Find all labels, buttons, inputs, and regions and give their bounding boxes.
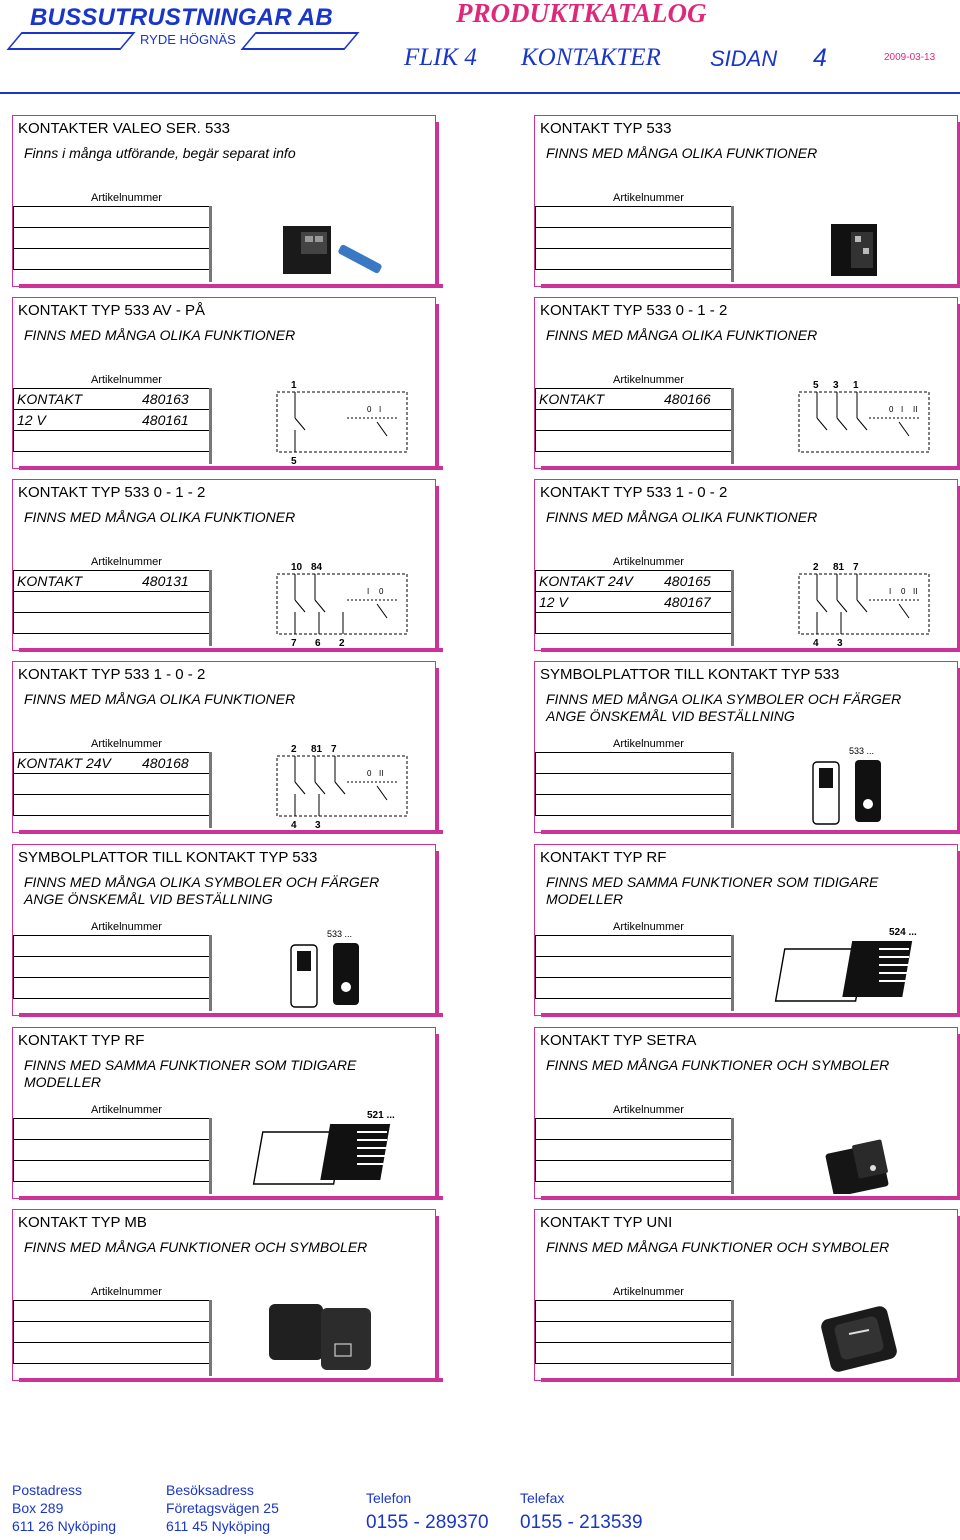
switch-contact [295,418,305,430]
article-type: KONTAKT [539,391,605,407]
wiring-diagram [237,378,435,464]
footer-besoksadress-line1: Företagsvägen 25 [166,1500,279,1516]
cell-frame [12,1209,436,1381]
product-description-2: MODELLER [546,891,624,907]
position-mark: II [913,405,918,414]
article-number-label: Artikelnummer [613,556,684,568]
product-title: KONTAKT TYP RF [18,1032,145,1049]
product-title: KONTAKT TYP 533 0 - 1 - 2 [18,484,206,501]
article-number-table [535,1300,733,1364]
article-number-table [13,388,211,452]
product-image [759,1108,957,1194]
footer-postadress-label: Postadress [12,1482,83,1498]
product-description: FINNS MED MÅNGA OLIKA FUNKTIONER [24,691,296,707]
table-shadow [209,570,212,646]
switch-pin [305,236,313,242]
article-number-table [535,1118,733,1182]
article-type: KONTAKT 24V [539,573,633,589]
product-title: KONTAKT TYP 533 AV - PÅ [18,302,206,319]
table-shadow [731,388,734,464]
article-type: 12 V [539,594,568,610]
logo-stripe [240,32,359,50]
cell-frame [12,844,436,1016]
article-type: KONTAKT [17,391,83,407]
product-cell [12,479,436,651]
wiring-diagram [237,560,435,646]
switch-contact [857,418,867,430]
table-shadow [209,752,212,828]
product-title: KONTAKT TYP 533 [540,120,672,137]
switch-contact [295,600,305,612]
cell-frame [12,661,436,833]
cell-frame [534,844,958,1016]
cell-frame [534,1209,958,1381]
footer-postadress-line2: 611 26 Nyköping [12,1518,117,1534]
article-row [13,978,211,999]
article-number-table [535,570,733,634]
switch-contact [817,600,827,612]
article-row [13,1322,211,1343]
terminal-label: 5 [813,380,819,391]
article-row [13,249,211,270]
symbol-plate [855,760,881,822]
terminal-label: 7 [291,638,297,646]
article-row [535,774,733,795]
article-number-label: Artikelnummer [91,1104,162,1116]
sketch-caption: 533 ... [327,929,353,939]
terminal-label: 2 [813,562,819,573]
article-row [13,431,211,452]
position-mark: I [901,405,904,414]
article-row [13,592,211,613]
table-shadow [731,206,734,282]
article-row [13,935,211,957]
article-row [535,249,733,270]
switch-pin [855,236,861,242]
article-row [13,206,211,228]
product-title: KONTAKT TYP 533 1 - 0 - 2 [540,484,728,501]
article-number-table [535,206,733,270]
switch-contact [377,422,387,436]
position-mark: 0 [901,587,906,596]
switch-contact [335,782,345,794]
article-row [535,935,733,957]
product-cell [534,844,958,1016]
terminal-label: 3 [315,820,321,828]
terminal-label: 5 [291,456,297,464]
footer-postadress-line1: Box 289 [12,1500,64,1516]
position-mark: 0 [367,769,372,778]
article-number: 480163 [142,391,189,407]
article-number-label: Artikelnummer [91,738,162,750]
product-description: FINNS MED MÅNGA OLIKA FUNKTIONER [546,145,818,161]
article-row [535,1343,733,1364]
article-number-table [535,935,733,999]
terminal-label: 7 [331,744,337,755]
article-number-table [13,1300,211,1364]
terminal-label: 10 [291,562,303,573]
product-image [759,925,957,1011]
circuit-frame [277,574,407,634]
article-number: 480161 [142,412,189,428]
position-mark: II [379,769,384,778]
terminal-label: 2 [291,744,297,755]
logo-stripe [6,32,135,50]
product-description: FINNS MED MÅNGA OLIKA FUNKTIONER [24,327,296,343]
switch-contact [899,604,909,618]
wiper-symbol-icon [341,982,351,992]
product-description: FINNS MED MÅNGA FUNKTIONER OCH SYMBOLER [546,1239,890,1255]
header-date: 2009-03-13 [884,52,936,63]
page-label: SIDAN [710,46,778,71]
product-cell [12,1027,436,1199]
product-title: KONTAKT TYP RF [540,849,667,866]
switch-contact [315,600,325,612]
switch-contact [837,418,847,430]
article-row [535,613,733,634]
blue-symbol-plate [337,244,382,274]
switch-pin [863,248,869,254]
switch-pin [315,236,323,242]
circuit-frame [799,574,929,634]
table-shadow [731,935,734,1011]
wiper-symbol-icon [863,799,873,809]
article-row [13,228,211,249]
sketch-caption: 533 ... [849,746,875,756]
article-row [13,957,211,978]
article-row [535,1140,733,1161]
product-image [237,925,435,1011]
article-number-label: Artikelnummer [91,374,162,386]
cell-frame [12,1027,436,1199]
terminal-label: 81 [311,744,323,755]
symbol-plate [819,768,833,788]
section-title: KONTAKTER [521,44,661,71]
article-row [535,570,733,592]
article-row [535,592,733,613]
article-row [535,978,733,999]
switch-contact [899,422,909,436]
article-number-table [13,935,211,999]
product-description: FINNS MED MÅNGA OLIKA FUNKTIONER [24,509,296,525]
sketch-caption: 524 ... [889,927,917,938]
wiring-diagram [759,560,957,646]
footer-telefax: 0155 - 213539 [520,1512,643,1533]
product-description: FINNS MED MÅNGA OLIKA SYMBOLER OCH FÄRGER [546,691,902,707]
position-mark: I [889,587,892,596]
cell-frame [12,479,436,651]
cell-frame [12,115,436,287]
circuit-frame [277,756,407,816]
cell-frame [534,479,958,651]
product-cell [12,844,436,1016]
article-row [535,388,733,410]
product-description: FINNS MED MÅNGA FUNKTIONER OCH SYMBOLER [546,1057,890,1073]
article-row [13,752,211,774]
product-cell [534,115,958,287]
table-shadow [209,1300,212,1376]
product-cell [12,115,436,287]
company-logo [8,2,358,52]
terminal-label: 2 [339,638,345,646]
article-row [13,1343,211,1364]
article-row [535,1118,733,1140]
footer-telefon: 0155 - 289370 [366,1512,489,1533]
cell-frame [534,1027,958,1199]
article-number-label: Artikelnummer [613,738,684,750]
article-row [535,1300,733,1322]
product-description-2: ANGE ÖNSKEMÅL VID BESTÄLLNING [24,891,273,907]
article-number: 480168 [142,755,189,771]
table-shadow [731,752,734,828]
sketch-caption: 521 ... [367,1110,395,1121]
product-description: FINNS MED SAMMA FUNKTIONER SOM TIDIGARE [24,1057,357,1073]
article-row [535,957,733,978]
product-title: KONTAKT TYP SETRA [540,1032,697,1049]
article-number-label: Artikelnummer [613,1286,684,1298]
article-number: 480131 [142,573,189,589]
table-shadow [731,1118,734,1194]
terminal-label: 84 [311,562,323,573]
page-number: 4 [813,44,827,72]
product-image [237,1108,435,1194]
article-number-label: Artikelnummer [91,921,162,933]
table-shadow [731,1300,734,1376]
article-number: 480165 [664,573,711,589]
terminal-label: 7 [853,562,859,573]
article-row [535,795,733,816]
article-number-label: Artikelnummer [613,374,684,386]
product-description: FINNS MED MÅNGA OLIKA FUNKTIONER [546,327,818,343]
product-image [237,1290,435,1376]
wiring-diagram [759,378,957,464]
switch-body [269,1304,323,1360]
article-row [535,431,733,452]
circuit-frame [799,392,929,452]
footer-besoksadress-line2: 611 45 Nyköping [166,1518,271,1534]
article-type: KONTAKT [17,573,83,589]
article-number: 480166 [664,391,711,407]
product-cell [534,479,958,651]
article-row [13,570,211,592]
product-cell [12,1209,436,1381]
article-row [13,774,211,795]
article-number-label: Artikelnummer [91,192,162,204]
position-mark: II [913,587,918,596]
product-image [759,1290,957,1376]
cell-frame [534,115,958,287]
product-cell [534,661,958,833]
light-symbol-icon [870,1165,876,1171]
terminal-label: 3 [833,380,839,391]
switch-contact [315,782,325,794]
article-row [535,410,733,431]
product-cell [534,1209,958,1381]
product-title: SYMBOLPLATTOR TILL KONTAKT TYP 533 [540,666,840,683]
article-number-label: Artikelnummer [613,1104,684,1116]
article-row [13,795,211,816]
article-row [13,1161,211,1182]
footer-telefax-label: Telefax [520,1490,565,1506]
article-row [13,613,211,634]
product-description-2: ANGE ÖNSKEMÅL VID BESTÄLLNING [546,708,795,724]
table-shadow [209,388,212,464]
article-row [13,388,211,410]
article-number-label: Artikelnummer [613,192,684,204]
table-shadow [209,206,212,282]
article-row [13,410,211,431]
tab-label: FLIK 4 [404,44,477,71]
article-number-label: Artikelnummer [613,921,684,933]
footer-besoksadress-label: Besöksadress [166,1482,254,1498]
product-title: KONTAKTER VALEO SER. 533 [18,120,231,137]
position-mark: I [367,587,370,596]
switch-socket [301,232,327,254]
brand-location: RYDE HÖGNÄS [140,32,236,47]
article-number-label: Artikelnummer [91,556,162,568]
article-number-table [13,1118,211,1182]
cell-frame [534,661,958,833]
terminal-label: 4 [813,638,819,646]
catalog-title: PRODUKTKATALOG [456,0,707,28]
product-title: KONTAKT TYP 533 0 - 1 - 2 [540,302,728,319]
terminal-label: 1 [853,380,859,391]
header-divider [0,92,960,94]
product-image [759,742,957,828]
product-cell [12,297,436,469]
article-row [13,1118,211,1140]
product-description: FINNS MED MÅNGA OLIKA FUNKTIONER [546,509,818,525]
cell-frame [12,297,436,469]
switch-contact [377,604,387,618]
product-image [759,196,957,282]
product-title: KONTAKT TYP MB [18,1214,147,1231]
switch-contact [377,786,387,800]
product-description: Finns i många utförande, begär separat info [24,145,296,161]
product-description: FINNS MED MÅNGA OLIKA SYMBOLER OCH FÄRGER [24,874,380,890]
product-description-2: MODELLER [24,1074,102,1090]
article-row [535,752,733,774]
terminal-label: 81 [833,562,845,573]
article-number-table [535,388,733,452]
switch-body [321,1308,371,1370]
article-number-table [13,570,211,634]
table-shadow [731,570,734,646]
position-mark: I [379,405,382,414]
product-title: KONTAKT TYP 533 1 - 0 - 2 [18,666,206,683]
cell-frame [534,297,958,469]
terminal-label: 6 [315,638,321,646]
product-cell [534,1027,958,1199]
table-shadow [209,935,212,1011]
symbol-plate [297,951,311,971]
table-shadow [209,1118,212,1194]
product-cell [12,661,436,833]
footer-telefon-label: Telefon [366,1490,412,1506]
position-mark: 0 [889,405,894,414]
article-number-table [13,206,211,270]
position-mark: 0 [367,405,372,414]
product-image [237,196,435,282]
article-number-table [13,752,211,816]
article-row [13,1140,211,1161]
product-title: KONTAKT TYP UNI [540,1214,673,1231]
article-row [13,1300,211,1322]
article-number-table [535,752,733,816]
switch-contact [817,418,827,430]
product-cell [534,297,958,469]
article-row [535,206,733,228]
terminal-label: 1 [291,380,297,391]
brand-name: BUSSUTRUSTNINGAR AB [30,4,333,31]
terminal-label: 4 [291,820,297,828]
article-type: KONTAKT 24V [17,755,111,771]
switch-contact [857,600,867,612]
symbol-plate [333,943,359,1005]
article-row [535,1161,733,1182]
article-row [535,1322,733,1343]
circuit-frame [277,392,407,452]
product-title: SYMBOLPLATTOR TILL KONTAKT TYP 533 [18,849,318,866]
wiring-diagram [237,742,435,828]
article-type: 12 V [17,412,46,428]
product-description: FINNS MED SAMMA FUNKTIONER SOM TIDIGARE [546,874,879,890]
switch-contact [295,782,305,794]
terminal-label: 3 [837,638,843,646]
article-row [535,228,733,249]
switch-socket [851,232,873,268]
article-number: 480167 [664,594,711,610]
article-number-label: Artikelnummer [91,1286,162,1298]
switch-contact [837,600,847,612]
product-description: FINNS MED MÅNGA FUNKTIONER OCH SYMBOLER [24,1239,368,1255]
position-mark: 0 [379,587,384,596]
